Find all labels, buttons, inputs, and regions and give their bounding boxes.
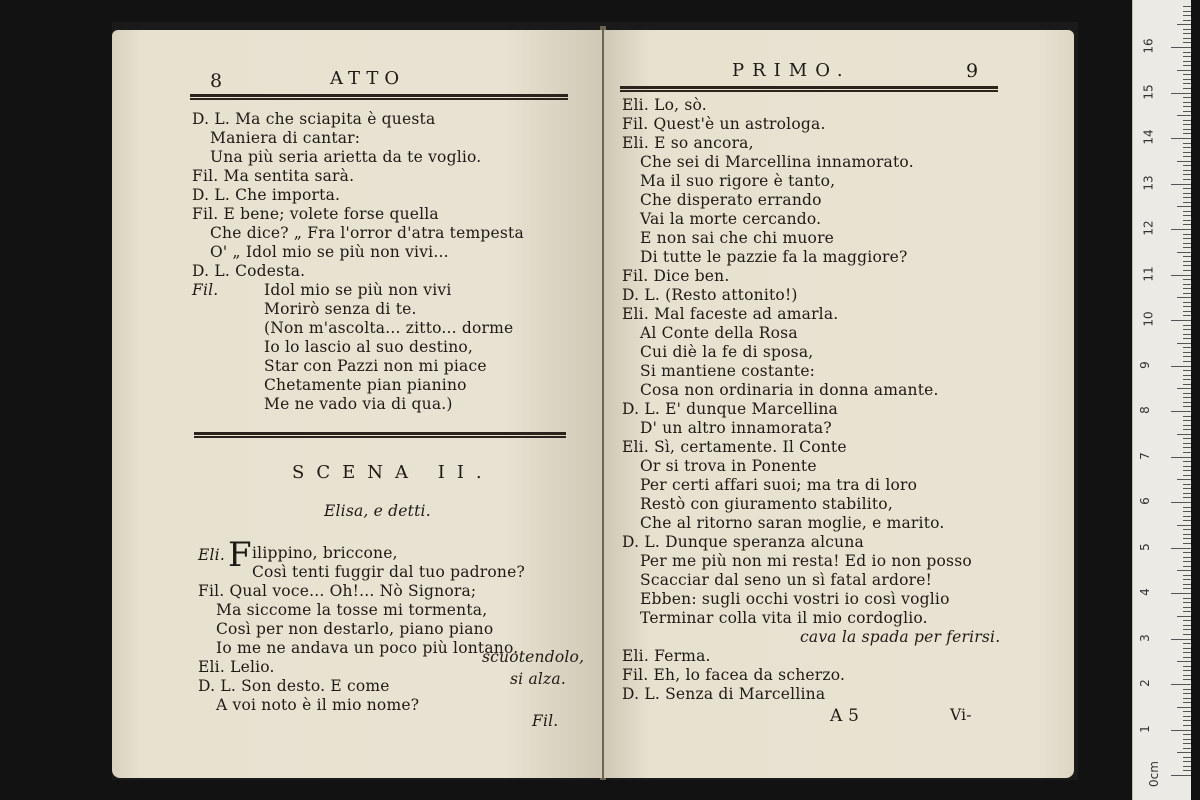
ruler-tick: [1183, 288, 1191, 289]
text-line: D. L. Che importa.: [192, 186, 341, 204]
ruler-tick: [1183, 420, 1191, 421]
ruler-tick: [1183, 170, 1191, 171]
ruler-tick: [1177, 343, 1191, 344]
ruler-tick: [1183, 520, 1191, 521]
ruler-tick: [1183, 743, 1191, 744]
ruler-tick: [1183, 452, 1191, 453]
ruler-tick: [1183, 429, 1191, 430]
drop-cap: F: [228, 535, 252, 575]
ruler-tick: [1183, 652, 1191, 653]
ruler-tick: [1183, 693, 1191, 694]
ruler-tick: [1183, 543, 1191, 544]
ruler-tick: [1183, 761, 1191, 762]
ruler-tick: [1183, 334, 1191, 335]
ruler-tick: [1183, 356, 1191, 357]
ruler-tick: [1171, 730, 1191, 731]
ruler-number: 8: [1137, 406, 1152, 414]
text-line: Maniera di cantar:: [210, 129, 361, 147]
ruler-tick: [1177, 661, 1191, 662]
ruler-tick: [1183, 675, 1191, 676]
ruler-tick: [1183, 598, 1191, 599]
ruler-tick: [1183, 79, 1191, 80]
ruler-tick: [1183, 293, 1191, 294]
ruler-tick: [1183, 20, 1191, 21]
text-line: Così tenti fuggir dal tuo padrone?: [252, 563, 525, 581]
left-page: [112, 30, 602, 778]
ruler-tick: [1183, 507, 1191, 508]
text-line: Chetamente pian pianino: [264, 376, 467, 394]
text-line: Fil. Dice ben.: [622, 267, 730, 285]
ruler-tick: [1183, 375, 1191, 376]
ruler-tick: [1171, 229, 1191, 230]
ruler-tick: [1183, 406, 1191, 407]
text-line: Terminar colla vita il mio cordoglio.: [640, 609, 928, 627]
text-line: Cui diè la fe di sposa,: [640, 343, 814, 361]
ruler-tick: [1183, 584, 1191, 585]
ruler-tick: [1183, 325, 1191, 326]
text-line: Eli. Lelio.: [198, 658, 275, 676]
ruler-tick: [1183, 739, 1191, 740]
ruler-tick: [1183, 65, 1191, 66]
ruler-tick: [1183, 352, 1191, 353]
text-line: D. L. Senza di Marcellina: [622, 685, 826, 703]
ruler-tick: [1183, 725, 1191, 726]
page-number: 9: [966, 60, 979, 82]
ruler-tick: [1171, 593, 1191, 594]
text-line: D. L. Ma che sciapita è questa: [192, 110, 436, 128]
scene-rule: [194, 432, 566, 438]
ruler-tick: [1183, 588, 1191, 589]
ruler-tick: [1177, 525, 1191, 526]
ruler-tick: [1183, 557, 1191, 558]
ruler-tick: [1183, 416, 1191, 417]
header-rule: [620, 86, 998, 92]
ruler-tick: [1183, 42, 1191, 43]
ruler-tick: [1183, 111, 1191, 112]
ruler-tick: [1183, 202, 1191, 203]
ruler-tick: [1183, 716, 1191, 717]
signature-mark: A 5: [830, 706, 860, 726]
ruler-number: 1: [1137, 724, 1152, 733]
ruler-tick: [1183, 347, 1191, 348]
ruler-tick: [1183, 397, 1191, 398]
ruler-tick: [1183, 211, 1191, 212]
ruler-tick: [1183, 279, 1191, 280]
ruler-tick: [1183, 602, 1191, 603]
text-line: Me ne vado via di qua.): [264, 395, 453, 413]
stage-direction: cava la spada per ferirsi.: [800, 628, 1001, 646]
ruler-tick: [1183, 402, 1191, 403]
text-line: Star con Pazzi non mi piace: [264, 357, 487, 375]
catchword: Vi-: [950, 706, 972, 724]
ruler-tick: [1183, 234, 1191, 235]
ruler-tick: [1183, 634, 1191, 635]
text-line: Fil. Eh, lo facea da scherzo.: [622, 666, 846, 684]
ruler-tick: [1183, 197, 1191, 198]
ruler-tick: [1183, 579, 1191, 580]
ruler-tick: [1183, 657, 1191, 658]
ruler-tick: [1183, 611, 1191, 612]
text-line: Così per non destarlo, piano piano: [216, 620, 494, 638]
ruler-tick: [1183, 393, 1191, 394]
ruler-tick: [1183, 625, 1191, 626]
text-line: Scacciar dal seno un sì fatal ardore!: [640, 571, 933, 589]
ruler-tick: [1183, 689, 1191, 690]
text-line: Eli. Mal faceste ad amarla.: [622, 305, 839, 323]
ruler-tick: [1183, 766, 1191, 767]
ruler-tick: [1171, 411, 1191, 412]
ruler-tick: [1183, 575, 1191, 576]
ruler-tick: [1183, 83, 1191, 84]
text-line: D. L. Dunque speranza alcuna: [622, 533, 864, 551]
ruler-tick: [1183, 384, 1191, 385]
text-line: Ebben: sugli occhi vostri io così voglio: [640, 590, 950, 608]
ruler-tick: [1183, 224, 1191, 225]
ruler-tick: [1183, 475, 1191, 476]
ruler-number: 7: [1137, 451, 1152, 460]
ruler-tick: [1177, 616, 1191, 617]
ruler-tick: [1183, 629, 1191, 630]
ruler-tick: [1183, 15, 1191, 16]
ruler-number: 2: [1137, 679, 1152, 687]
ruler-tick: [1177, 297, 1191, 298]
ruler-number: 4: [1137, 588, 1152, 596]
text-line: Al Conte della Rosa: [640, 324, 798, 342]
stage-direction: si alza.: [510, 670, 566, 688]
ruler-tick: [1183, 143, 1191, 144]
ruler-tick: [1183, 102, 1191, 103]
ruler-tick: [1171, 548, 1191, 549]
ruler-number: 9: [1137, 360, 1152, 369]
ruler-tick: [1177, 479, 1191, 480]
ruler-tick: [1183, 702, 1191, 703]
ruler-tick: [1183, 698, 1191, 699]
text-line: Che al ritorno saran moglie, e marito.: [640, 514, 945, 532]
text-line: Fil. Qual voce... Oh!... Nò Signora;: [198, 582, 477, 600]
ruler-tick: [1183, 129, 1191, 130]
ruler-tick: [1183, 243, 1191, 244]
text-line: D. L. Codesta.: [192, 262, 306, 280]
ruler-tick: [1171, 502, 1191, 503]
ruler-tick: [1183, 538, 1191, 539]
measuring-ruler: [1132, 0, 1191, 800]
text-line: Eli. Ferma.: [622, 647, 711, 665]
ruler-tick: [1183, 607, 1191, 608]
text-line: Vai la morte cercando.: [640, 210, 822, 228]
ruler-tick: [1171, 366, 1191, 367]
ruler-tick: [1183, 484, 1191, 485]
text-line: Per me più non mi resta! Ed io non posso: [640, 552, 972, 570]
ruler-tick: [1183, 56, 1191, 57]
text-line: ilippino, briccone,: [252, 544, 398, 562]
ruler-number: 5: [1137, 542, 1152, 551]
ruler-tick: [1183, 193, 1191, 194]
ruler-tick: [1183, 620, 1191, 621]
ruler-tick: [1183, 188, 1191, 189]
ruler-tick: [1171, 775, 1191, 776]
ruler-tick: [1177, 434, 1191, 435]
ruler-tick: [1183, 284, 1191, 285]
text-line: Si mantiene costante:: [640, 362, 816, 380]
ruler-tick: [1183, 74, 1191, 75]
ruler-tick: [1183, 38, 1191, 39]
text-line: Una più seria arietta da te voglio.: [210, 148, 482, 166]
ruler-tick: [1183, 511, 1191, 512]
ruler-tick: [1177, 24, 1191, 25]
ruler-tick: [1183, 534, 1191, 535]
stage-direction: scuotendolo,: [482, 648, 585, 666]
ruler-tick: [1183, 447, 1191, 448]
ruler-tick: [1177, 570, 1191, 571]
ruler-tick: [1183, 329, 1191, 330]
ruler-tick: [1183, 720, 1191, 721]
ruler-tick: [1183, 425, 1191, 426]
ruler-tick: [1171, 184, 1191, 185]
ruler-tick: [1171, 320, 1191, 321]
ruler-tick: [1183, 666, 1191, 667]
text-line: Fil. E bene; volete forse quella: [192, 205, 439, 223]
text-line: (Non m'ascolta... zitto... dorme: [264, 319, 514, 337]
text-line: D. L. Son desto. E come: [198, 677, 390, 695]
ruler-number: 0cm: [1146, 761, 1161, 787]
text-line: E non sai che chi muore: [640, 229, 835, 247]
ruler-number: 10: [1141, 311, 1156, 327]
running-head: ATTO: [330, 68, 406, 89]
ruler-tick: [1183, 361, 1191, 362]
ruler-tick: [1177, 752, 1191, 753]
text-line: Fil. Ma sentita sarà.: [192, 167, 355, 185]
running-head: PRIMO.: [732, 60, 851, 81]
ruler-tick: [1183, 11, 1191, 12]
text-line: Eli. Lo, sò.: [622, 96, 707, 114]
ruler-number: 15: [1141, 83, 1156, 100]
text-line: A voi noto è il mio nome?: [216, 696, 420, 714]
ruler-number: 14: [1141, 129, 1156, 145]
ruler-tick: [1177, 206, 1191, 207]
header-rule: [190, 94, 568, 100]
ruler-tick: [1183, 306, 1191, 307]
ruler-tick: [1183, 466, 1191, 467]
text-line: Che sei di Marcellina innamorato.: [640, 153, 914, 171]
ruler-tick: [1183, 215, 1191, 216]
ruler-tick: [1177, 161, 1191, 162]
ruler-tick: [1177, 115, 1191, 116]
ruler-tick: [1183, 311, 1191, 312]
ruler-tick: [1183, 497, 1191, 498]
ruler-tick: [1183, 493, 1191, 494]
ruler-tick: [1183, 552, 1191, 553]
ruler-tick: [1183, 238, 1191, 239]
text-line: D. L. (Resto attonito!): [622, 286, 798, 304]
text-line: Eli. E so ancora,: [622, 134, 754, 152]
ruler-tick: [1183, 643, 1191, 644]
ruler-tick: [1171, 684, 1191, 685]
ruler-tick: [1183, 247, 1191, 248]
ruler-tick: [1183, 61, 1191, 62]
ruler-tick: [1183, 734, 1191, 735]
ruler-number: 11: [1141, 265, 1156, 282]
ruler-tick: [1183, 461, 1191, 462]
ruler-tick: [1183, 488, 1191, 489]
text-line: Io lo lascio al suo destino,: [264, 338, 474, 356]
page-number: 8: [210, 70, 223, 92]
ruler-tick: [1183, 120, 1191, 121]
ruler-tick: [1183, 147, 1191, 148]
text-line: Di tutte le pazzie fa la maggiore?: [640, 248, 908, 266]
ruler-tick: [1183, 338, 1191, 339]
ruler-tick: [1171, 93, 1191, 94]
ruler-tick: [1183, 679, 1191, 680]
catchword: Fil.: [532, 712, 559, 730]
ruler-tick: [1183, 261, 1191, 262]
speaker-label: Fil.: [192, 281, 219, 299]
ruler-tick: [1171, 138, 1191, 139]
ruler-tick: [1183, 770, 1191, 771]
open-book: [112, 22, 1078, 780]
ruler-number: 13: [1141, 174, 1156, 191]
text-line: Eli. Sì, certamente. Il Conte: [622, 438, 847, 456]
text-line: Or si trova in Ponente: [640, 457, 817, 475]
ruler-tick: [1183, 29, 1191, 30]
text-line: D. L. E' dunque Marcellina: [622, 400, 838, 418]
ruler-tick: [1183, 438, 1191, 439]
ruler-tick: [1183, 561, 1191, 562]
ruler-tick: [1183, 748, 1191, 749]
ruler-tick: [1183, 133, 1191, 134]
ruler-tick: [1183, 220, 1191, 221]
ruler-tick: [1183, 33, 1191, 34]
ruler-tick: [1171, 47, 1191, 48]
speaker-label: Eli.: [198, 546, 225, 564]
ruler-number: 12: [1141, 220, 1156, 236]
text-line: Ma siccome la tosse mi tormenta,: [216, 601, 488, 619]
ruler-tick: [1183, 302, 1191, 303]
ruler-tick: [1183, 106, 1191, 107]
ruler-tick: [1183, 566, 1191, 567]
ruler-tick: [1183, 379, 1191, 380]
ruler-tick: [1177, 252, 1191, 253]
ruler-tick: [1183, 165, 1191, 166]
ruler-tick: [1183, 757, 1191, 758]
ruler-tick: [1183, 648, 1191, 649]
ruler-tick: [1183, 156, 1191, 157]
ruler-tick: [1183, 152, 1191, 153]
right-page: [604, 30, 1074, 778]
text-line: O' „ Idol mio se più non vivi...: [210, 243, 449, 261]
ruler-tick: [1183, 270, 1191, 271]
text-line: Idol mio se più non vivi: [264, 281, 452, 299]
ruler-tick: [1183, 124, 1191, 125]
ruler-tick: [1183, 179, 1191, 180]
text-line: Ma il suo rigore è tanto,: [640, 172, 836, 190]
ruler-number: 16: [1141, 38, 1156, 54]
text-line: Cosa non ordinaria in donna amante.: [640, 381, 939, 399]
text-line: Che dice? „ Fra l'orror d'atra tempesta: [210, 224, 524, 242]
text-line: Io me ne andava un poco più lontano.: [216, 639, 519, 657]
scene-persons: Elisa, e detti.: [324, 502, 431, 520]
ruler-tick: [1183, 516, 1191, 517]
text-line: Restò con giuramento stabilito,: [640, 495, 893, 513]
ruler-tick: [1183, 88, 1191, 89]
ruler-tick: [1183, 97, 1191, 98]
text-line: D' un altro innamorata?: [640, 419, 832, 437]
text-line: Fil. Quest'è un astrologa.: [622, 115, 826, 133]
ruler-tick: [1183, 174, 1191, 175]
ruler-tick: [1183, 315, 1191, 316]
ruler-tick: [1171, 275, 1191, 276]
ruler-tick: [1183, 529, 1191, 530]
ruler-tick: [1183, 443, 1191, 444]
ruler-tick: [1183, 470, 1191, 471]
ruler-tick: [1171, 639, 1191, 640]
ruler-tick: [1177, 707, 1191, 708]
text-line: Per certi affari suoi; ma tra di loro: [640, 476, 918, 494]
ruler-tick: [1177, 70, 1191, 71]
text-line: Che disperato errando: [640, 191, 822, 209]
ruler-tick: [1177, 388, 1191, 389]
ruler-tick: [1183, 265, 1191, 266]
ruler-number: 3: [1137, 633, 1152, 642]
text-line: Morirò senza di te.: [264, 300, 417, 318]
ruler-tick: [1183, 370, 1191, 371]
scene-heading: SCENA II.: [292, 462, 494, 483]
ruler-tick: [1183, 52, 1191, 53]
ruler-tick: [1183, 711, 1191, 712]
ruler-tick: [1183, 256, 1191, 257]
ruler-number: 6: [1137, 497, 1152, 505]
ruler-tick: [1171, 457, 1191, 458]
ruler-tick: [1183, 670, 1191, 671]
ruler-tick: [1183, 6, 1191, 7]
